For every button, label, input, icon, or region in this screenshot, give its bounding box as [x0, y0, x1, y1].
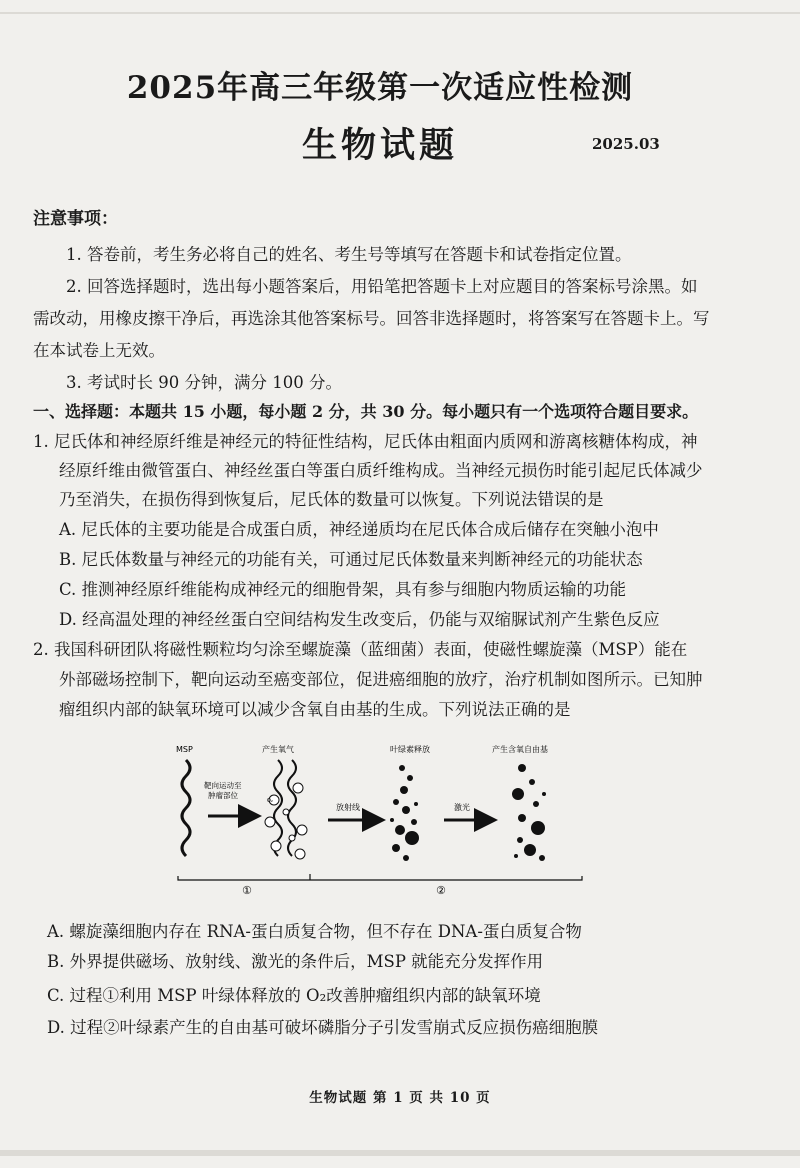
- q1-option-c: C. 推测神经原纤维能构成神经元的细胞骨架，具有参与细胞内物质运输的功能: [59, 580, 627, 599]
- q2-option-d: D. 过程②叶绿素产生的自由基可破坏磷脂分子引发雪崩式反应损伤癌细胞膜: [47, 1018, 599, 1037]
- treatment-mechanism-figure: [170, 738, 610, 900]
- figure-label-target-2: 肿瘤部位: [208, 791, 238, 800]
- q2-stem-line2: 外部磁场控制下，靶向运动至癌变部位，促进癌细胞的放疗，治疗机制如图所示。已知肿: [59, 670, 703, 689]
- notice-item-2-line3: 在本试卷上无效。: [33, 341, 165, 360]
- q1-option-a: A. 尼氏体的主要功能是合成蛋白质，神经递质均在尼氏体合成后储存在突触小泡中: [59, 520, 659, 539]
- q1-stem-line2: 经原纤维由微管蛋白、神经丝蛋白等蛋白质纤维构成。当神经元损伤时能引起尼氏体减少: [59, 461, 703, 480]
- notice-item-2-line1: 2. 回答选择题时，选出每小题答案后，用铅笔把答题卡上对应题目的答案标号涂黑。如: [66, 277, 698, 296]
- notice-item-2-line2: 需改动，用橡皮擦干净后，再选涂其他答案标号。回答非选择题时，将答案写在答题卡上。写: [33, 309, 710, 328]
- notice-heading: 注意事项：: [33, 209, 118, 229]
- figure-label-radiation: 放射线: [336, 803, 360, 812]
- oxygen-bubbles: [265, 783, 307, 859]
- q1-stem-line1: 1. 尼氏体和神经原纤维是神经元的特征性结构，尼氏体由粗面内质网和游离核糖体构成，神: [33, 432, 698, 451]
- figure-label-target-1: 靶向运动至: [204, 781, 242, 790]
- figure-label-msp: MSP: [176, 745, 193, 754]
- q2-option-a: A. 螺旋藻细胞内存在 RNA-蛋白质复合物，但不存在 DNA-蛋白质复合物: [47, 922, 582, 941]
- q1-option-d: D. 经高温处理的神经丝蛋白空间结构发生改变后，仍能与双缩脲试剂产生紫色反应: [59, 610, 660, 629]
- msp-spiral-shape: [182, 760, 190, 856]
- q2-option-c: C. 过程①利用 MSP 叶绿体释放的 O₂改善肿瘤组织内部的缺氧环境: [47, 986, 541, 1005]
- q2-option-b: B. 外界提供磁场、放射线、激光的条件后，MSP 就能充分发挥作用: [47, 952, 544, 971]
- page-footer: 生物试题 第 1 页 共 10 页: [309, 1090, 491, 1106]
- stage-1-label: ①: [242, 884, 252, 897]
- spiral-oxygen-right: [288, 760, 296, 856]
- notice-item-3: 3. 考试时长 90 分钟，满分 100 分。: [66, 373, 342, 392]
- figure-bracket: [178, 876, 582, 880]
- subject-title: 生物试题: [301, 125, 458, 166]
- section-heading: 一、选择题：本题共 15 小题，每小题 2 分，共 30 分。每小题只有一个选项符合题目要求。: [33, 402, 699, 421]
- q1-option-b: B. 尼氏体数量与神经元的功能有关，可通过尼氏体数量来判断神经元的功能状态: [59, 550, 643, 569]
- bleed-through-bottom: [0, 1150, 800, 1156]
- figure-label-laser: 激光: [454, 803, 470, 812]
- q1-stem-line3: 乃至消失，在损伤得到恢复后，尼氏体的数量可以恢复。下列说法错误的是: [59, 490, 604, 509]
- q2-stem-line1: 2. 我国科研团队将磁性颗粒均匀涂至螺旋藻（蓝细菌）表面，使磁性螺旋藻（MSP）能在: [33, 640, 688, 659]
- q2-stem-line3: 瘤组织内部的缺氧环境可以减少含氧自由基的生成。下列说法正确的是: [59, 700, 571, 719]
- notice-item-1: 1. 答卷前，考生务必将自己的姓名、考生号等填写在答题卡和试卷指定位置。: [66, 245, 632, 264]
- bleed-through: [0, 12, 800, 14]
- exam-title: 2025年高三年级第一次适应性检测: [126, 70, 634, 106]
- exam-date: 2025.03: [592, 135, 660, 153]
- figure-label-radicals: 产生含氧自由基: [492, 745, 548, 754]
- stage-2-label: ②: [436, 884, 446, 897]
- chlorophyll-dots: [390, 765, 419, 861]
- o2-label: O₂: [267, 798, 273, 804]
- figure-label-chlorophyll: 叶绿素释放: [390, 745, 430, 754]
- radical-dots: [512, 764, 546, 861]
- figure-label-oxygen: 产生氧气: [262, 745, 294, 754]
